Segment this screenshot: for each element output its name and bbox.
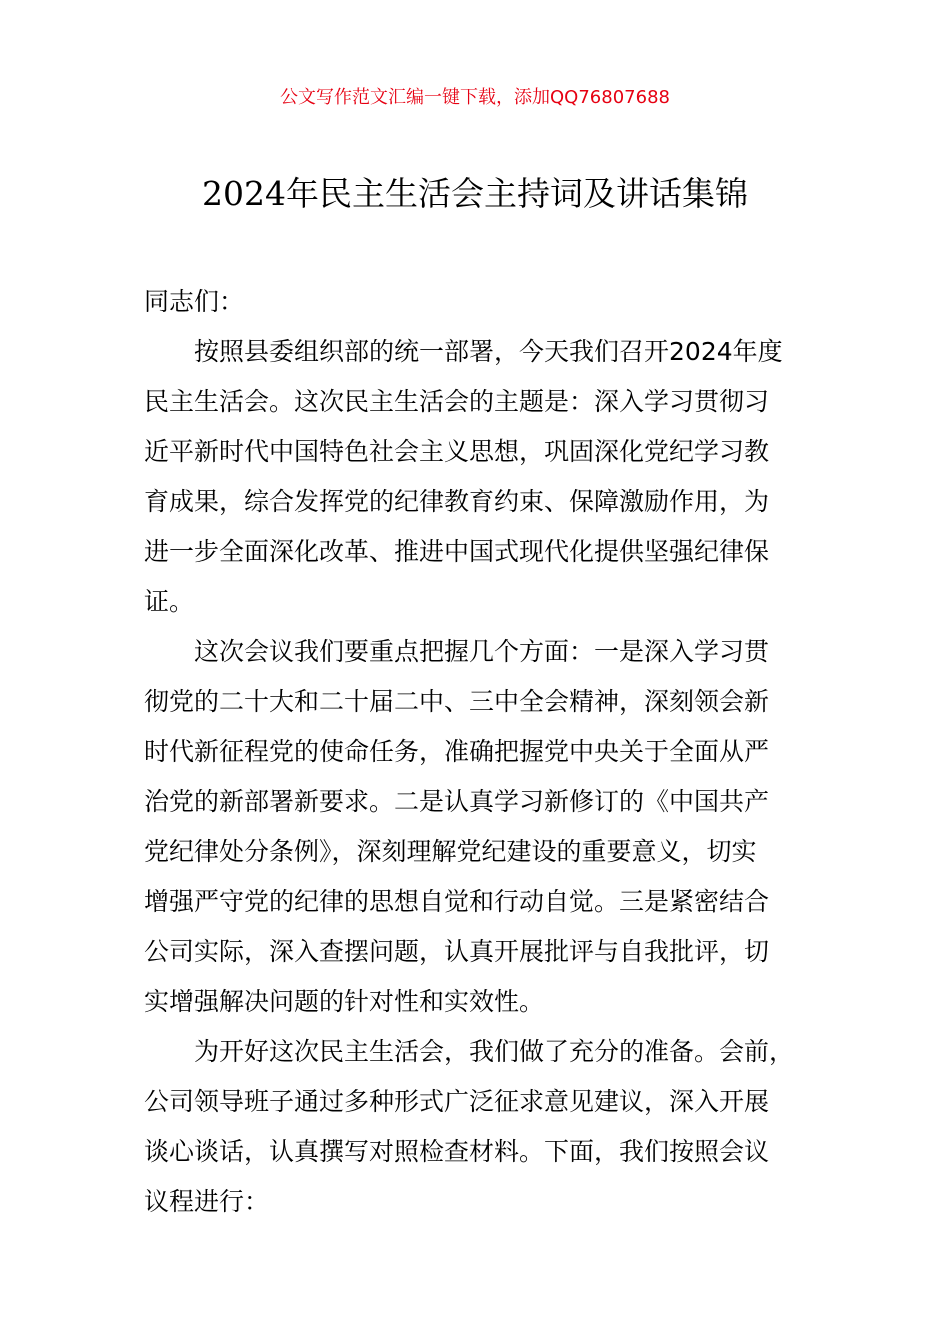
document-body: [144, 277, 824, 1227]
paragraph-line: 实增强解决问题的针对性和实效性。: [144, 987, 545, 1016]
paragraph-line: 彻党的二十大和二十届二中、三中全会精神，深刻领会新: [144, 687, 770, 716]
paragraph-line: 公司实际，深入查摆问题，认真开展批评与自我批评，切: [144, 937, 770, 966]
paragraph-line: 这次会议我们要重点把握几个方面：一是深入学习贯: [194, 637, 770, 666]
paragraph-1: [144, 327, 824, 627]
paragraph-line: 按照县委组织部的统一部署，今天我们召开2024年度: [194, 337, 783, 366]
document-title: 2024年民主生活会主持词及讲话集锦: [202, 174, 748, 213]
paragraph-line: 民主生活会。这次民主生活会的主题是：深入学习贯彻习: [144, 387, 770, 416]
paragraph-line: 公司领导班子通过多种形式广泛征求意见建议，深入开展: [144, 1087, 770, 1116]
paragraph-line: 育成果，综合发挥党的纪律教育约束、保障激励作用，为: [144, 487, 770, 516]
paragraph-line: 增强严守党的纪律的思想自觉和行动自觉。三是紧密结合: [144, 887, 770, 916]
paragraph-line: 党纪律处分条例》，深刻理解党纪建设的重要意义，切实: [144, 837, 757, 866]
paragraph-2: [144, 627, 824, 1027]
salutation: 同志们：: [144, 287, 245, 316]
paragraph-line: 议程进行：: [144, 1187, 270, 1216]
paragraph-line: 证。: [144, 587, 195, 616]
paragraph-line: 治党的新部署新要求。二是认真学习新修订的《中国共产: [144, 787, 770, 816]
paragraph-line: 为开好这次民主生活会，我们做了充分的准备。会前，: [194, 1037, 795, 1066]
header-note: 公文写作范文汇编一键下载，添加QQ76807688: [280, 87, 670, 108]
paragraph-line: 近平新时代中国特色社会主义思想，巩固深化党纪学习教: [144, 437, 770, 466]
paragraph-line: 谈心谈话，认真撰写对照检查材料。下面，我们按照会议: [144, 1137, 770, 1166]
paragraph-line: 时代新征程党的使命任务，准确把握党中央关于全面从严: [144, 737, 770, 766]
paragraph-3: [144, 1027, 824, 1227]
paragraph-line: 进一步全面深化改革、推进中国式现代化提供坚强纪律保: [144, 537, 770, 566]
